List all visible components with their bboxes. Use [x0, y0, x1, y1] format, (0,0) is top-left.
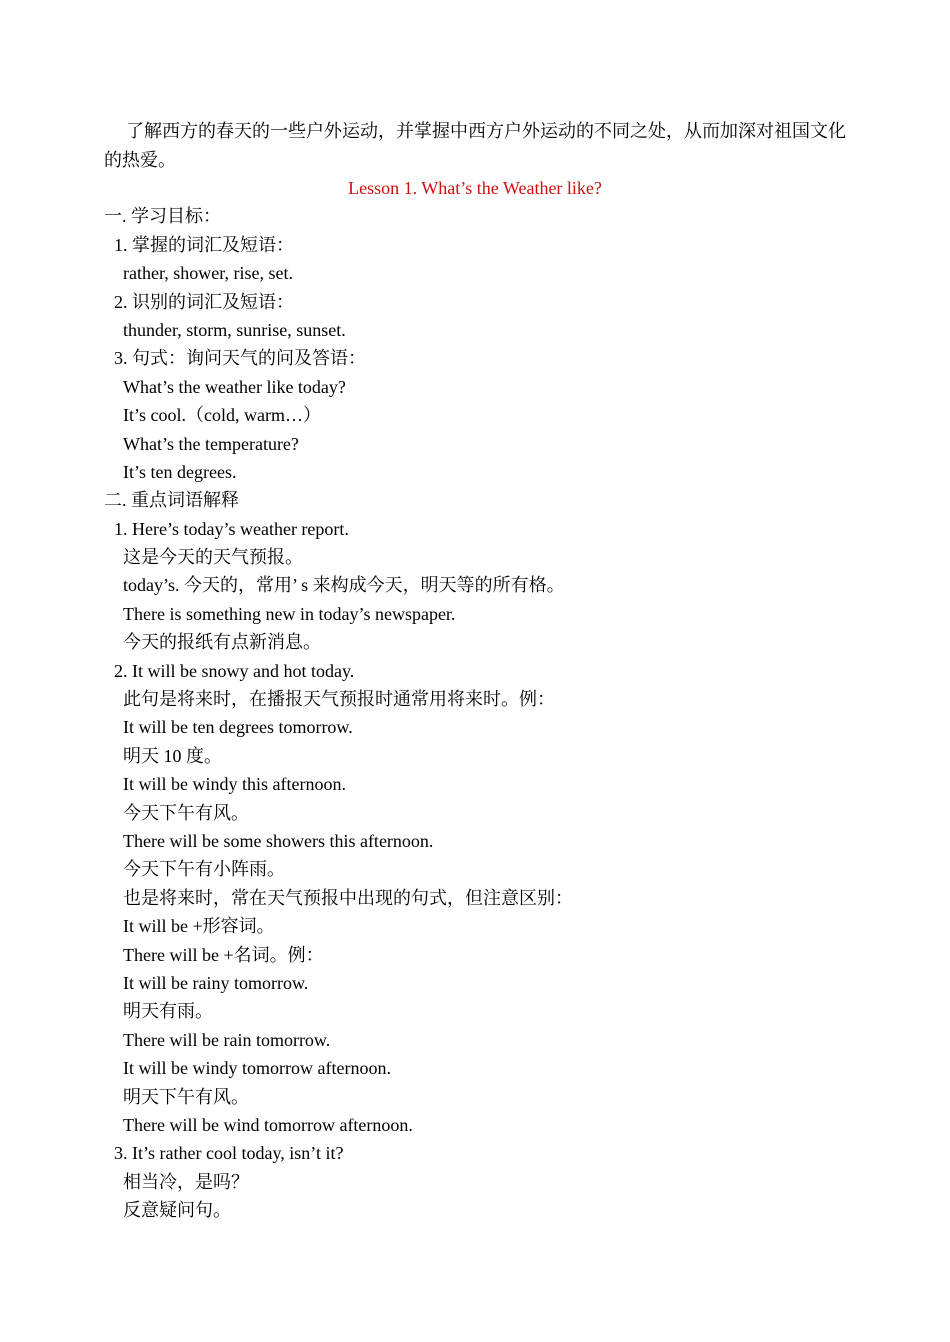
intro-paragraph: 了解西方的春天的一些户外运动，并掌握中西方户外运动的不同之处，从而加深对祖国文化的热爱。 — [104, 121, 846, 170]
example-line: There is something new in today’s newspaper. — [123, 603, 456, 624]
lesson-content — [0, 174, 950, 1224]
section-heading-objectives: 一. 学习目标： — [104, 206, 221, 227]
pattern-line: There will be +名词。例： — [123, 944, 324, 965]
explanation-line: 反意疑问句。 — [123, 1200, 231, 1221]
example-line: It will be ten degrees tomorrow. — [123, 717, 353, 738]
objective-item-2: 2. 识别的词汇及短语： — [114, 291, 294, 312]
explanation-line: 明天有雨。 — [123, 1001, 213, 1022]
explanation-line: 今天下午有风。 — [123, 802, 249, 823]
example-line: There will be wind tomorrow afternoon. — [123, 1114, 413, 1135]
example-line: It will be rainy tomorrow. — [123, 972, 309, 993]
explanation-line: 今天下午有小阵雨。 — [123, 859, 285, 880]
explanation-line: 明天下午有风。 — [123, 1086, 249, 1107]
objective-item-1: 1. 掌握的词汇及短语： — [114, 234, 294, 255]
lesson-title: Lesson 1. What’s the Weather like? — [348, 178, 602, 198]
sentence-pattern: What’s the temperature? — [123, 433, 299, 454]
key-point-1: 1. Here’s today’s weather report. — [114, 518, 349, 539]
objective-item-3: 3. 句式：询问天气的问及答语： — [114, 348, 366, 369]
explanation-line: 相当冷，是吗？ — [123, 1171, 249, 1192]
sentence-pattern: What’s the weather like today? — [123, 376, 346, 397]
sentence-pattern: It’s ten degrees. — [123, 461, 237, 482]
key-point-3: 3. It’s rather cool today, isn’t it? — [114, 1143, 344, 1164]
example-line: There will be rain tomorrow. — [123, 1029, 331, 1050]
explanation-line: 这是今天的天气预报。 — [123, 547, 303, 568]
explanation-line: 此句是将来时，在播报天气预报时通常用将来时。例： — [123, 689, 555, 710]
explanation-line: 也是将来时，常在天气预报中出现的句式，但注意区别： — [123, 887, 573, 908]
example-line: There will be some showers this afternoon. — [123, 830, 434, 851]
sentence-pattern: It’s cool.（cold, warm…） — [123, 405, 321, 426]
example-line: It will be windy tomorrow afternoon. — [123, 1058, 391, 1079]
key-point-2: 2. It will be snowy and hot today. — [114, 660, 355, 681]
vocab-master: rather, shower, rise, set. — [123, 263, 293, 284]
vocab-recognize: thunder, storm, sunrise, sunset. — [123, 319, 346, 340]
explanation-line: 今天的报纸有点新消息。 — [123, 632, 321, 653]
section-heading-key-words: 二. 重点词语解释 — [104, 490, 239, 511]
example-line: It will be windy this afternoon. — [123, 774, 346, 795]
explanation-line: today’s. 今天的，常用’ s 来构成今天，明天等的所有格。 — [123, 575, 565, 596]
explanation-line: 明天 10 度。 — [123, 745, 222, 766]
pattern-line: It will be +形容词。 — [123, 916, 275, 937]
